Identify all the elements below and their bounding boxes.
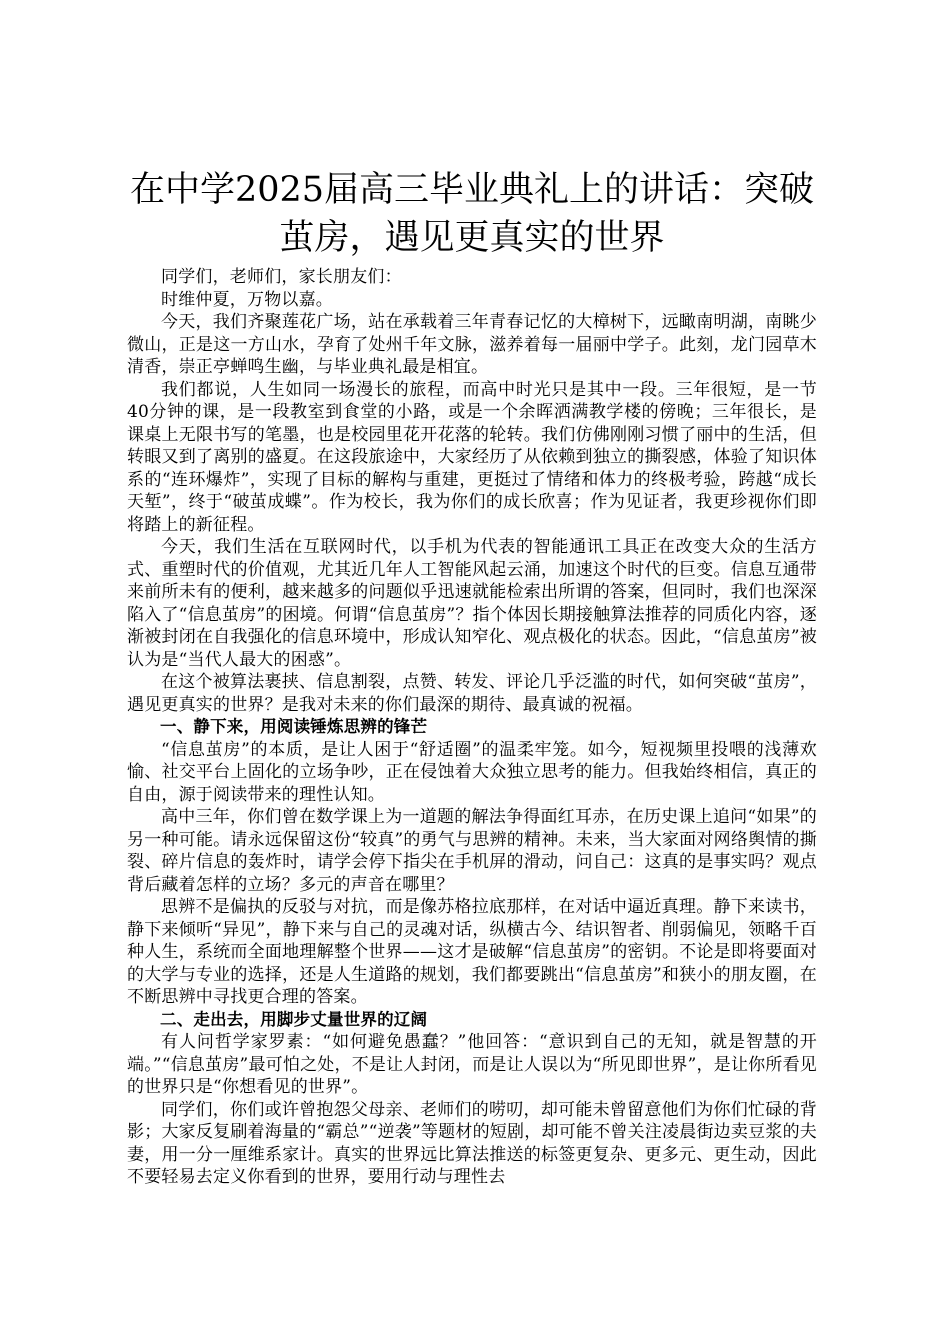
document-body [127,266,817,1189]
section-heading: 二、走出去，用脚步丈量世界的辽阔 [160,1009,428,1029]
body-paragraph: 我们都说，人生如同一场漫长的旅程，而高中时光只是其中一段。三年很短，是一节40分钟的课，是一段教室到食堂的小路，或是一个余晖洒满教学楼的傍晚；三年很长，是课桌上无限书写的笔墨，也是校园里花开花落的轮转。我们仿佛刚刚习惯了丽中的生活，但转眼又到了离别的盛夏。在这段旅途中，大家经历了从依赖到独立的撕裂感，体验了知识体系的“连环爆炸”，实现了目标的解构与重建，更挺过了情绪和体力的终极考验，跨越“成长天堑”，终于“破茧成蝶”。作为校长，我为你们的成长欣喜；作为见证者，我更珍视你们即将踏上的新征程。 [127,379,817,535]
body-paragraph: 时维仲夏，万物以嘉。 [161,289,333,310]
document-page [127,166,817,1189]
body-paragraph: 在这个被算法裹挟、信息割裂，点赞、转发、评论几乎泛滥的时代，如何突破“茧房”，遇见更真实的世界？是我对未来的你们最深的期待、最真诚的祝福。 [127,672,817,715]
body-paragraph: 今天，我们生活在互联网时代，以手机为代表的智能通讯工具正在改变大众的生活方式、重塑时代的价值观，尤其近几年人工智能风起云涌，加速这个时代的巨变。信息互通带来前所未有的便利，越来越多的问题似乎迅速就能检索出所谓的答案，但同时，我们也深深陷入了“信息茧房”的困境。何谓“信息茧房”？指个体因长期接触算法推荐的同质化内容，逐渐被封闭在自我强化的信息环境中，形成认知窄化、观点极化的状态。因此，“信息茧房”被认为是“当代人最大的困惑”。 [127,537,817,670]
body-paragraph: 同学们，你们或许曾抱怨父母亲、老师们的唠叨，却可能未曾留意他们为你们忙碌的背影；大家反复刷着海量的“霸总”“逆袭”等题材的短剧，却可能不曾关注凌晨街边卖豆浆的夫妻，用一分一厘维系家计。真实的世界远比算法推送的标签更复杂、更多元、更生动，因此不要轻易去定义你看到的世界，要用行动与理性去 [127,1099,817,1187]
document-title: 在中学2025届高三毕业典礼上的讲话：突破茧房，遇见更真实的世界 [129,170,815,258]
section-heading: 一、静下来，用阅读锤炼思辨的锋芒 [160,717,428,736]
body-paragraph: “信息茧房”的本质，是让人困于“舒适圈”的温柔牢笼。如今，短视频里投喂的浅薄欢愉、社交平台上固化的立场争吵，正在侵蚀着大众独立思考的能力。但我始终相信，真正的自由，源于阅读带来的理性认知。 [127,739,817,805]
body-paragraph: 思辨不是偏执的反驳与对抗，而是像苏格拉底那样，在对话中逼近真理。静下来读书，静下来倾听“异见”，静下来与自己的灵魂对话，纵横古今、结识智者、削弱偏见，领略千百种人生，系统而全面地理解整个世界——这才是破解“信息茧房”的密钥。不论是即将要面对的大学与专业的选择，还是人生道路的规划，我们都要跳出“信息茧房”和狭小的朋友圈，在不断思辨中寻找更合理的答案。 [127,897,817,1007]
body-paragraph: 今天，我们齐聚莲花广场，站在承载着三年青春记忆的大樟树下，远瞰南明湖，南眺少微山，正是这一方山水，孕育了处州千年文脉，滋养着每一届丽中学子。此刻，龙门园草木清香，崇正亭蝉鸣生幽，与毕业典礼最是相宜。 [127,312,817,377]
body-paragraph: 有人问哲学家罗素：“如何避免愚蠢？”他回答：“意识到自己的无知，就是智慧的开端。”“信息茧房”最可怕之处，不是让人封闭，而是让人误以为“所见即世界”，是让你所看见的世界只是“你想看见的世界”。 [127,1032,817,1097]
body-paragraph: 高中三年，你们曾在数学课上为一道题的解法争得面红耳赤，在历史课上追问“如果”的另一种可能。请永远保留这份“较真”的勇气与思辨的精神。未来，当大家面对网络舆情的撕裂、碎片信息的轰炸时，请学会停下指尖在手机屏的滑动，问自己：这真的是事实吗？观点背后藏着怎样的立场？多元的声音在哪里？ [127,807,817,895]
body-paragraph: 同学们，老师们，家长朋友们： [161,267,402,287]
